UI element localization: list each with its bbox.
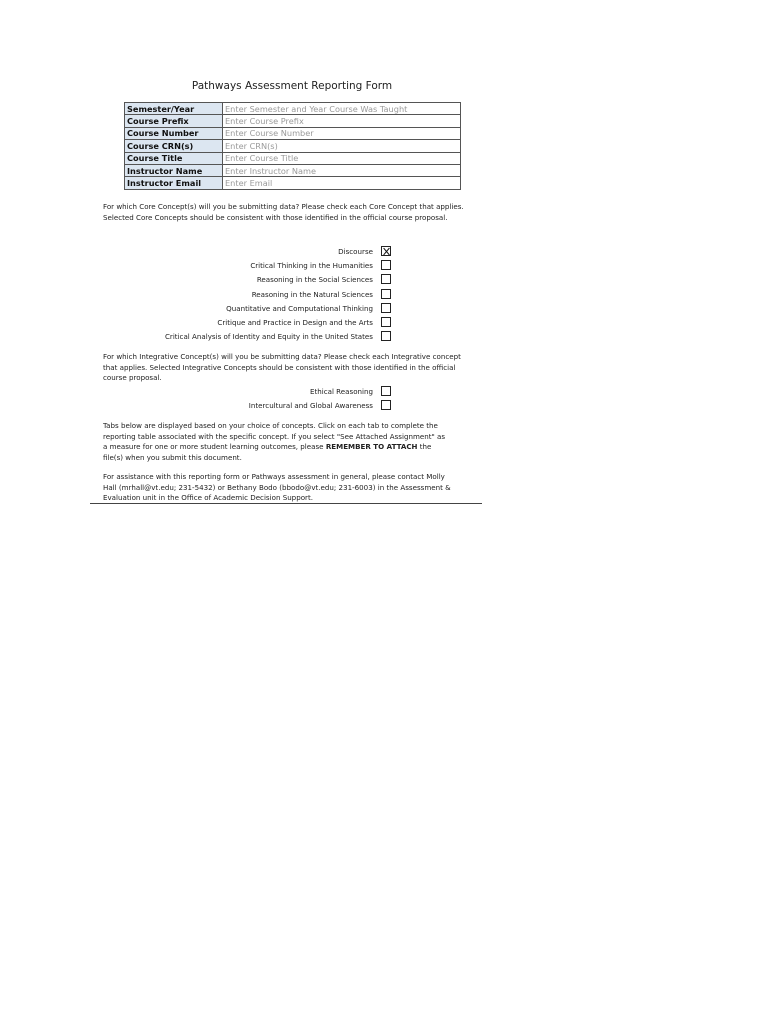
checkbox[interactable] [381, 289, 391, 299]
field-row [125, 152, 461, 164]
core-concept-prompt: For which Core Concept(s) will you be submitting data? Please check each Core Concept that applies. Selected Core Concepts should be consistent with those identified in the official course proposal. [103, 202, 464, 222]
checkbox-label: Critical Thinking in the Humanities [250, 260, 373, 270]
checkbox[interactable] [381, 400, 391, 410]
field-label: Course Title [125, 152, 223, 164]
integrative-concept-ethical[interactable] [310, 385, 391, 397]
instructor-email-input[interactable]: Enter Email [223, 177, 461, 189]
field-row [125, 115, 461, 127]
checkbox-label: Reasoning in the Natural Sciences [251, 289, 373, 299]
instructor-name-input[interactable]: Enter Instructor Name [223, 164, 461, 176]
course-number-input[interactable]: Enter Course Number [223, 127, 461, 139]
tabs-note-text-end: the file(s) when you submit this document. [103, 442, 432, 462]
field-row [125, 127, 461, 139]
checkbox-label: Ethical Reasoning [309, 386, 373, 396]
checkbox[interactable] [381, 331, 391, 341]
core-concept-humanities[interactable] [250, 259, 391, 271]
checkbox-label: Quantitative and Computational Thinking [226, 303, 373, 313]
field-row [125, 140, 461, 152]
field-label: Course Prefix [125, 115, 223, 127]
core-concept-quantitative[interactable] [226, 302, 391, 314]
core-concept-natural-sciences[interactable] [252, 288, 391, 300]
checkbox-label: Critical Analysis of Identity and Equity in the United States [164, 331, 373, 341]
tabs-note [103, 421, 448, 463]
course-crn-input[interactable]: Enter CRN(s) [223, 140, 461, 152]
core-concept-design-arts[interactable] [217, 316, 391, 328]
divider [90, 503, 482, 504]
checkbox[interactable] [381, 303, 391, 313]
form-title: Pathways Assessment Reporting Form [191, 80, 393, 92]
checkbox[interactable] [381, 317, 391, 327]
checkbox-label: Intercultural and Global Awareness [248, 400, 373, 410]
attach-reminder: REMEMBER TO ATTACH [325, 442, 418, 451]
field-label: Semester/Year [125, 103, 223, 115]
checkbox-label: Discourse [338, 246, 373, 256]
field-row [125, 177, 461, 189]
integrative-concept-global[interactable] [249, 399, 391, 411]
field-label: Course Number [125, 127, 223, 139]
checkbox[interactable] [381, 274, 391, 284]
field-label: Instructor Name [125, 164, 223, 176]
field-label: Instructor Email [125, 177, 223, 189]
course-title-input[interactable]: Enter Course Title [223, 152, 461, 164]
tabs-note-text: Tabs below are displayed based on your choice of concepts. Click on each tab to complete the reporting table associated with the specific concept. If you select "See Attached Assignment" as a measure for one or more student learning outcomes, please [103, 421, 446, 451]
core-concept-social-sciences[interactable] [257, 273, 391, 285]
checkbox-label: Reasoning in the Social Sciences [256, 274, 373, 284]
core-concept-identity-equity[interactable] [165, 330, 391, 342]
course-prefix-input[interactable]: Enter Course Prefix [223, 115, 461, 127]
integrative-concept-prompt: For which Integrative Concept(s) will you be submitting data? Please check each Integrative concept that applies. Selected Integrative Concepts should be consistent with those identified in the official course proposal. [103, 352, 461, 382]
field-label: Course CRN(s) [125, 140, 223, 152]
course-info-table [124, 102, 461, 190]
semester-year-input[interactable]: Enter Semester and Year Course Was Taught [223, 103, 461, 115]
assistance-note: For assistance with this reporting form or Pathways assessment in general, please contact Molly Hall (mrhall@vt.edu; 231-5432) or Bethany Bodo (bbodo@vt.edu; 231-6003) in the Assessment & Evaluation unit in the Office of Academic Decision Support. [103, 472, 451, 502]
checkbox[interactable] [381, 386, 391, 396]
checkbox-label: Critique and Practice in Design and the Arts [217, 317, 373, 327]
core-concept-discourse[interactable] [338, 245, 391, 257]
checkbox[interactable] [381, 260, 391, 270]
checkbox-checked[interactable] [381, 246, 391, 256]
field-row [125, 164, 461, 176]
field-row [125, 103, 461, 115]
